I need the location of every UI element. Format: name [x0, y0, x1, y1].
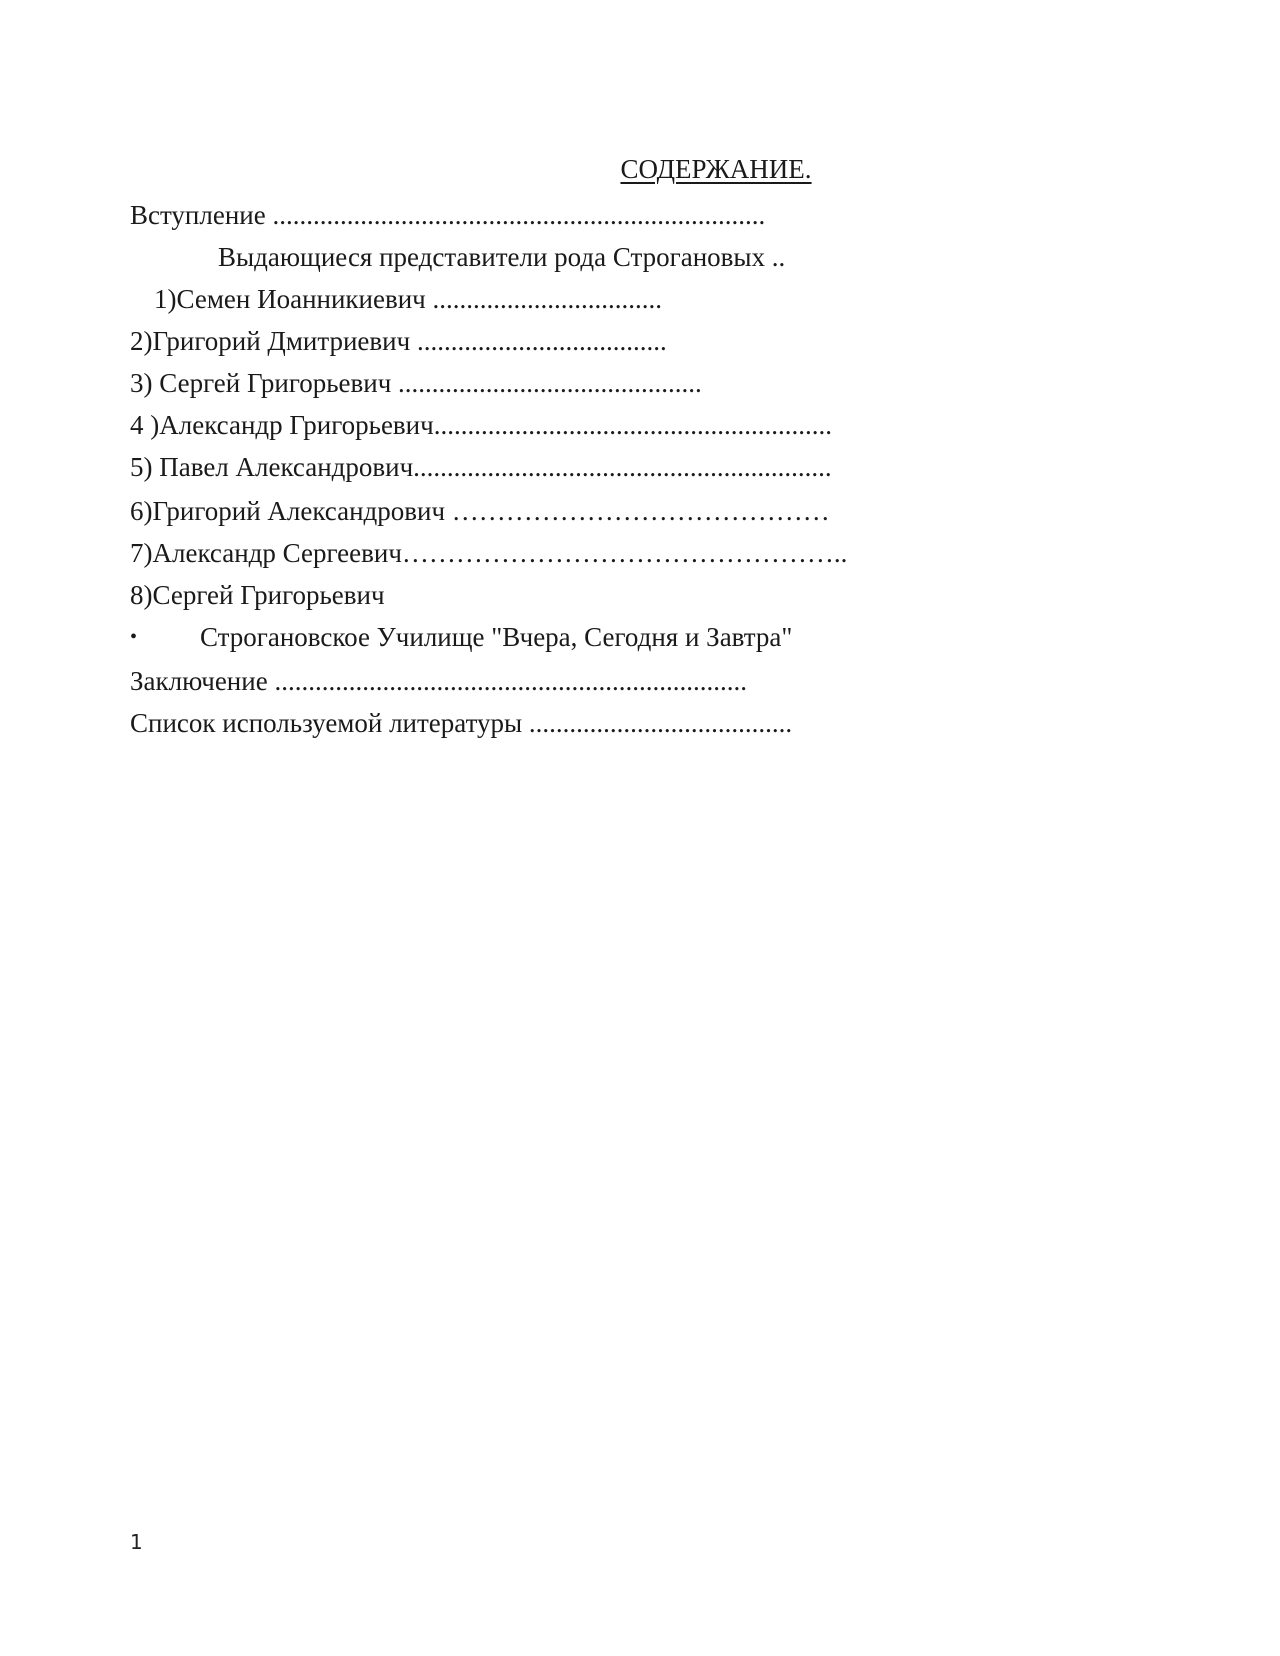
toc-entry-6: 6)Григорий Александрович …………………………………… [130, 496, 830, 526]
bullet-entry-text: Строгановское Училище "Вчера, Сегодня и Завтра" [200, 622, 793, 652]
bullet-marker: • [130, 626, 138, 648]
toc-entry-2: 2)Григорий Дмитриевич ..................................... [130, 326, 667, 356]
toc-entry-introduction: Вступление ......................................................................... [130, 200, 766, 230]
toc-title [0, 152, 1280, 186]
toc-entry-conclusion: Заключение ...................................................................... [130, 666, 747, 696]
toc-entry-8: 8)Сергей Григорьевич [130, 580, 385, 610]
toc-entry-7: 7)Александр Сергеевич………………………………………….. [130, 538, 848, 568]
toc-entry-section-heading: Выдающиеся представители рода Строгановых .. [218, 242, 786, 272]
toc-title-text: СОДЕРЖАНИЕ. [620, 154, 812, 184]
toc-entry-4: 4 )Александр Григорьевич........................................................... [130, 410, 832, 440]
toc-entry-5: 5) Павел Александрович.............................................................. [130, 452, 832, 482]
toc-entry-3: 3) Сергей Григорьевич ............................................. [130, 368, 702, 398]
page-number: 1 [130, 1530, 143, 1554]
toc-entry-bibliography: Список используемой литературы ....................................... [130, 708, 793, 738]
toc-entry-1: 1)Семен Иоанникиевич .................................. [154, 284, 662, 314]
